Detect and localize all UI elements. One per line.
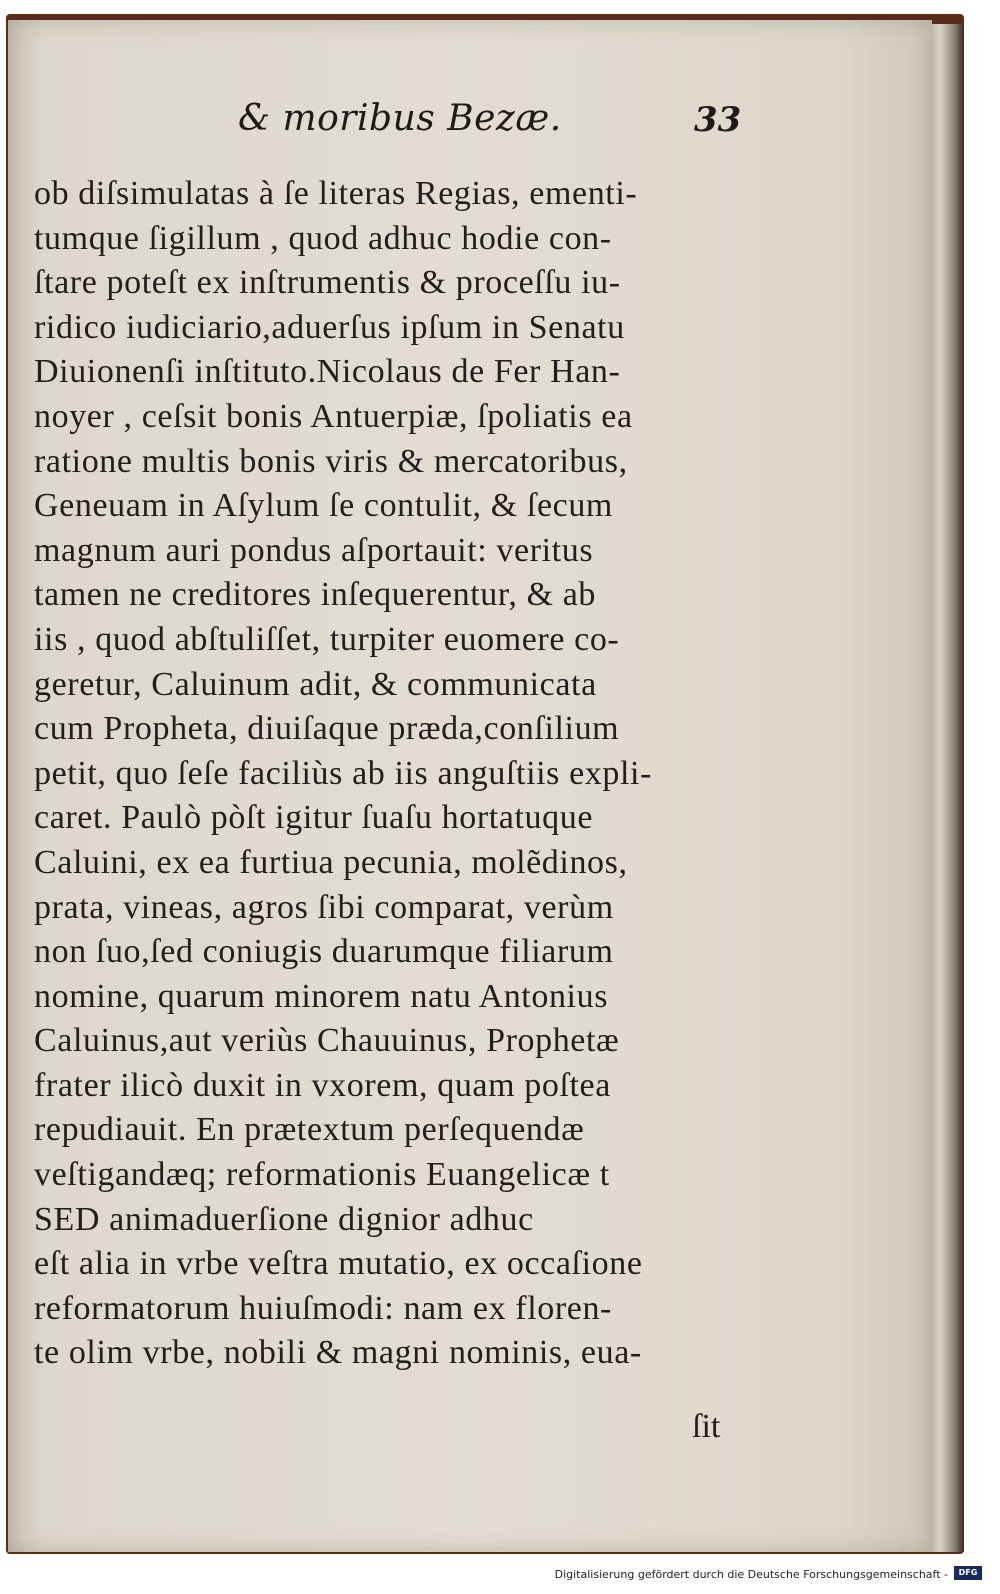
text-line: non ſuo,ſed coniugis duarumque filiarum (34, 933, 614, 971)
text-line: iis , quod abſtuliſſet, turpiter euomere co- (34, 620, 620, 658)
catchword: ſit (692, 1408, 721, 1445)
text-line: repudiauit. En prætextum perſequendæ (34, 1111, 585, 1149)
text-line: eſt alia in vrbe veſtra mutatio, ex occaſione (34, 1245, 643, 1283)
text-line: geretur, Caluinum adit, & communicata (34, 665, 597, 703)
text-line: noyer , ceſsit bonis Antuerpiæ, ſpoliatis ea (34, 397, 633, 435)
text-line: ridico iudiciario,aduerſus ipſum in Senatu (34, 308, 625, 346)
text-line: ſtare poteſt ex inſtrumentis & proceſſu iu- (34, 264, 621, 302)
page-edges (930, 24, 964, 1552)
body-text (34, 172, 746, 1376)
running-head: & moribus Bezæ. (238, 98, 562, 139)
text-line: tumque ſigillum , quod adhuc hodie con- (34, 219, 612, 257)
text-line: ratione multis bonis viris & mercatoribus, (34, 442, 628, 480)
page-number: 33 (694, 100, 742, 140)
text-line: frater ilicò duxit in vxorem, quam poſtea (34, 1066, 611, 1104)
text-line: SED animaduerſione dignior adhuc (34, 1200, 534, 1238)
text-line: reformatorum huiuſmodi: nam ex floren- (34, 1289, 612, 1327)
text-line: prata, vineas, agros ſibi comparat, verùm (34, 888, 614, 926)
text-line: Caluinus,aut veriùs Chauuinus, Prophetæ (34, 1022, 620, 1060)
text-line: tamen ne creditores inſequerentur, & ab (34, 576, 597, 614)
text-line: veſtigandæq; reformationis Euangelicæ t (34, 1156, 610, 1194)
text-line: cum Propheta, diuiſaque præda,conſilium (34, 710, 620, 748)
dfg-logo: DFG (954, 1566, 982, 1580)
book-page (8, 20, 932, 1552)
text-line: caret. Paulò pòſt igitur ſuaſu hortatuque (34, 799, 594, 837)
text-line: Diuionenſi inſtituto.Nicolaus de Fer Han- (34, 353, 621, 391)
text-line: Caluini, ex ea furtiua pecunia, molẽdinos, (34, 843, 628, 881)
text-line: Geneuam in Aſylum ſe contulit, & ſecum (34, 487, 613, 525)
footer-bar (0, 1560, 1000, 1594)
text-line: te olim vrbe, nobili & magni nominis, eua- (34, 1334, 642, 1372)
text-line: petit, quo ſeſe faciliùs ab iis anguſtiis expli- (34, 754, 653, 792)
text-line: nomine, quarum minorem natu Antonius (34, 977, 609, 1015)
page-header (8, 98, 932, 158)
text-line: magnum auri pondus aſportauit: veritus (34, 531, 594, 569)
text-line: ob diſsimulatas à ſe literas Regias, ementi- (34, 175, 638, 212)
funding-credit: Digitalisierung gefördert durch die Deutsche Forschungsgemeinschaft - (554, 1568, 948, 1581)
